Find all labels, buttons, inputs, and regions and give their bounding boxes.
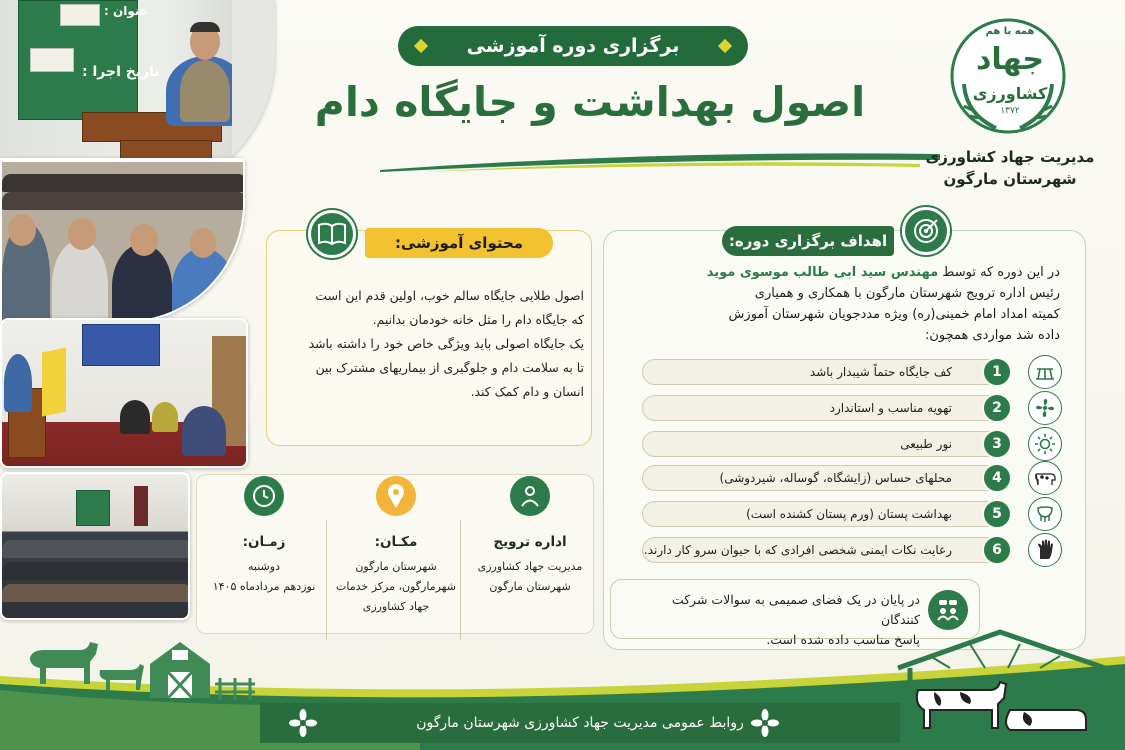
goal-text: کف جایگاه حتماً شیبدار باشد <box>809 365 952 379</box>
time-line: نوزدهم مردادماه ۱۴۰۵ <box>212 580 316 593</box>
edu-line: انسان و دام کمک کند. <box>470 384 584 399</box>
farm-silhouette-icon <box>10 628 260 708</box>
slope-floor-icon <box>1028 355 1062 389</box>
fan-icon <box>1028 391 1062 425</box>
time-block <box>198 474 330 634</box>
location-pin-icon <box>376 476 416 516</box>
time-line: دوشنبه <box>248 560 280 573</box>
title-swoosh <box>380 148 940 172</box>
educational-content-body <box>274 284 584 404</box>
target-icon <box>902 207 950 255</box>
logo-main-text: جهاد <box>975 42 1045 77</box>
course-ribbon <box>398 26 748 66</box>
edu-line: یک جایگاه اصولی باید ویژگی خاص خود را داشته باشد <box>308 336 584 351</box>
organizer-block <box>464 474 596 634</box>
page-title: اصول بهداشت و جایگاه دام <box>314 78 866 126</box>
logo-sub-text: کشاورزی <box>972 84 1048 103</box>
goal-text: محلهای حساس (زایشگاه، گوساله، شیردوشی) <box>719 471 952 485</box>
goal-item <box>642 359 1007 385</box>
goal-text: رعایت نکات ایمنی شخصی افرادی که با حیوان سرو کار دارند. <box>643 543 952 557</box>
time-title: زمـان: <box>242 534 286 550</box>
logo-top-text: همه با هم <box>985 26 1035 37</box>
cow-barn-icon <box>890 628 1115 740</box>
logo-year: ۱۳۷۲ <box>1000 106 1020 116</box>
glove-icon <box>1028 533 1062 567</box>
goals-intro <box>620 262 1060 346</box>
org-name-line2: شهرستان مارگون <box>943 170 1077 188</box>
banner-label-date: تاریخ اجرا : <box>82 64 160 80</box>
goal-item <box>642 431 1007 457</box>
educational-content-heading: محتوای آموزشی: <box>365 228 553 258</box>
goal-number: 5 <box>982 499 1012 529</box>
photo-audience-2 <box>0 472 190 620</box>
flower-icon <box>288 708 318 738</box>
intro-line: کمیته امداد امام خمینی(ره) ویژه مددجویان شهرستان آموزش <box>728 307 1060 322</box>
sun-icon <box>1028 427 1062 461</box>
people-group-icon <box>510 476 550 516</box>
goal-item <box>642 395 1007 421</box>
udder-icon <box>1028 497 1062 531</box>
goal-number: 2 <box>982 393 1012 423</box>
goal-number: 6 <box>982 535 1012 565</box>
ribbon-diamond-icon <box>718 39 732 53</box>
goal-text: بهداشت پستان (ورم پستان کشنده است) <box>746 507 952 521</box>
goals-heading: اهداف برگزاری دوره: <box>722 226 894 256</box>
goal-item <box>642 465 1007 491</box>
qa-line: در پایان در یک فضای صمیمی به سوالات شرکت کنندگان <box>671 592 920 627</box>
ribbon-diamond-icon <box>414 39 428 53</box>
goal-text: نور طبیعی <box>900 437 952 451</box>
photo-audience-1 <box>0 158 245 323</box>
goal-number: 3 <box>982 429 1012 459</box>
intro-line: رئیس اداره ترویج شهرستان مارگون با همکاری و همیاری <box>754 286 1060 301</box>
place-title: مکـان: <box>374 534 418 550</box>
goal-number: 4 <box>982 463 1012 493</box>
open-book-icon <box>308 210 356 258</box>
footer-bar <box>260 703 900 743</box>
edu-line: اصول طلایی جایگاه سالم خوب، اولین قدم این است <box>315 288 584 303</box>
goal-item <box>642 537 1007 563</box>
goal-number: 1 <box>982 357 1012 387</box>
edu-line: که جایگاه دام را مثل خانه خودمان بدانیم. <box>372 312 584 327</box>
goal-text: تهویه مناسب و استاندارد <box>829 401 952 415</box>
intro-line: داده شد مواردی همچون: <box>924 328 1060 343</box>
cow-icon <box>1028 461 1062 495</box>
clock-icon <box>244 476 284 516</box>
edu-line: تا به سلامت دام و جلوگیری از بیماریهای مشترک بین <box>315 360 584 375</box>
flower-icon <box>750 708 780 738</box>
organizer-line: مدیریت جهاد کشاورزی <box>477 560 583 573</box>
organizer-line: شهرستان مارگون <box>489 580 571 593</box>
intro-highlight: مهندس سید ابی طالب موسوی موید <box>706 265 939 280</box>
intro-prefix: در این دوره که توسط <box>942 265 1060 280</box>
place-line: جهاد کشاورزی <box>362 600 430 613</box>
course-subtitle: برگزاری دوره آموزشی <box>466 35 680 57</box>
qa-line: پاسخ مناسب داده شده است. <box>766 632 920 647</box>
organizer-title: اداره ترویج <box>493 534 567 550</box>
goal-item <box>642 501 1007 527</box>
banner-label-title: عنوان : <box>104 4 148 18</box>
place-block <box>330 474 462 634</box>
footer-credit: روابط عمومی مدیریت جهاد کشاورزی شهرستان مارگون <box>416 715 744 731</box>
photo-meeting-room <box>0 318 248 468</box>
org-name-line1: مدیریت جهاد کشاورزی <box>925 148 1095 166</box>
place-line: شهرمارگون، مرکز خدمات <box>336 580 456 593</box>
place-line: شهرستان مارگون <box>355 560 437 573</box>
